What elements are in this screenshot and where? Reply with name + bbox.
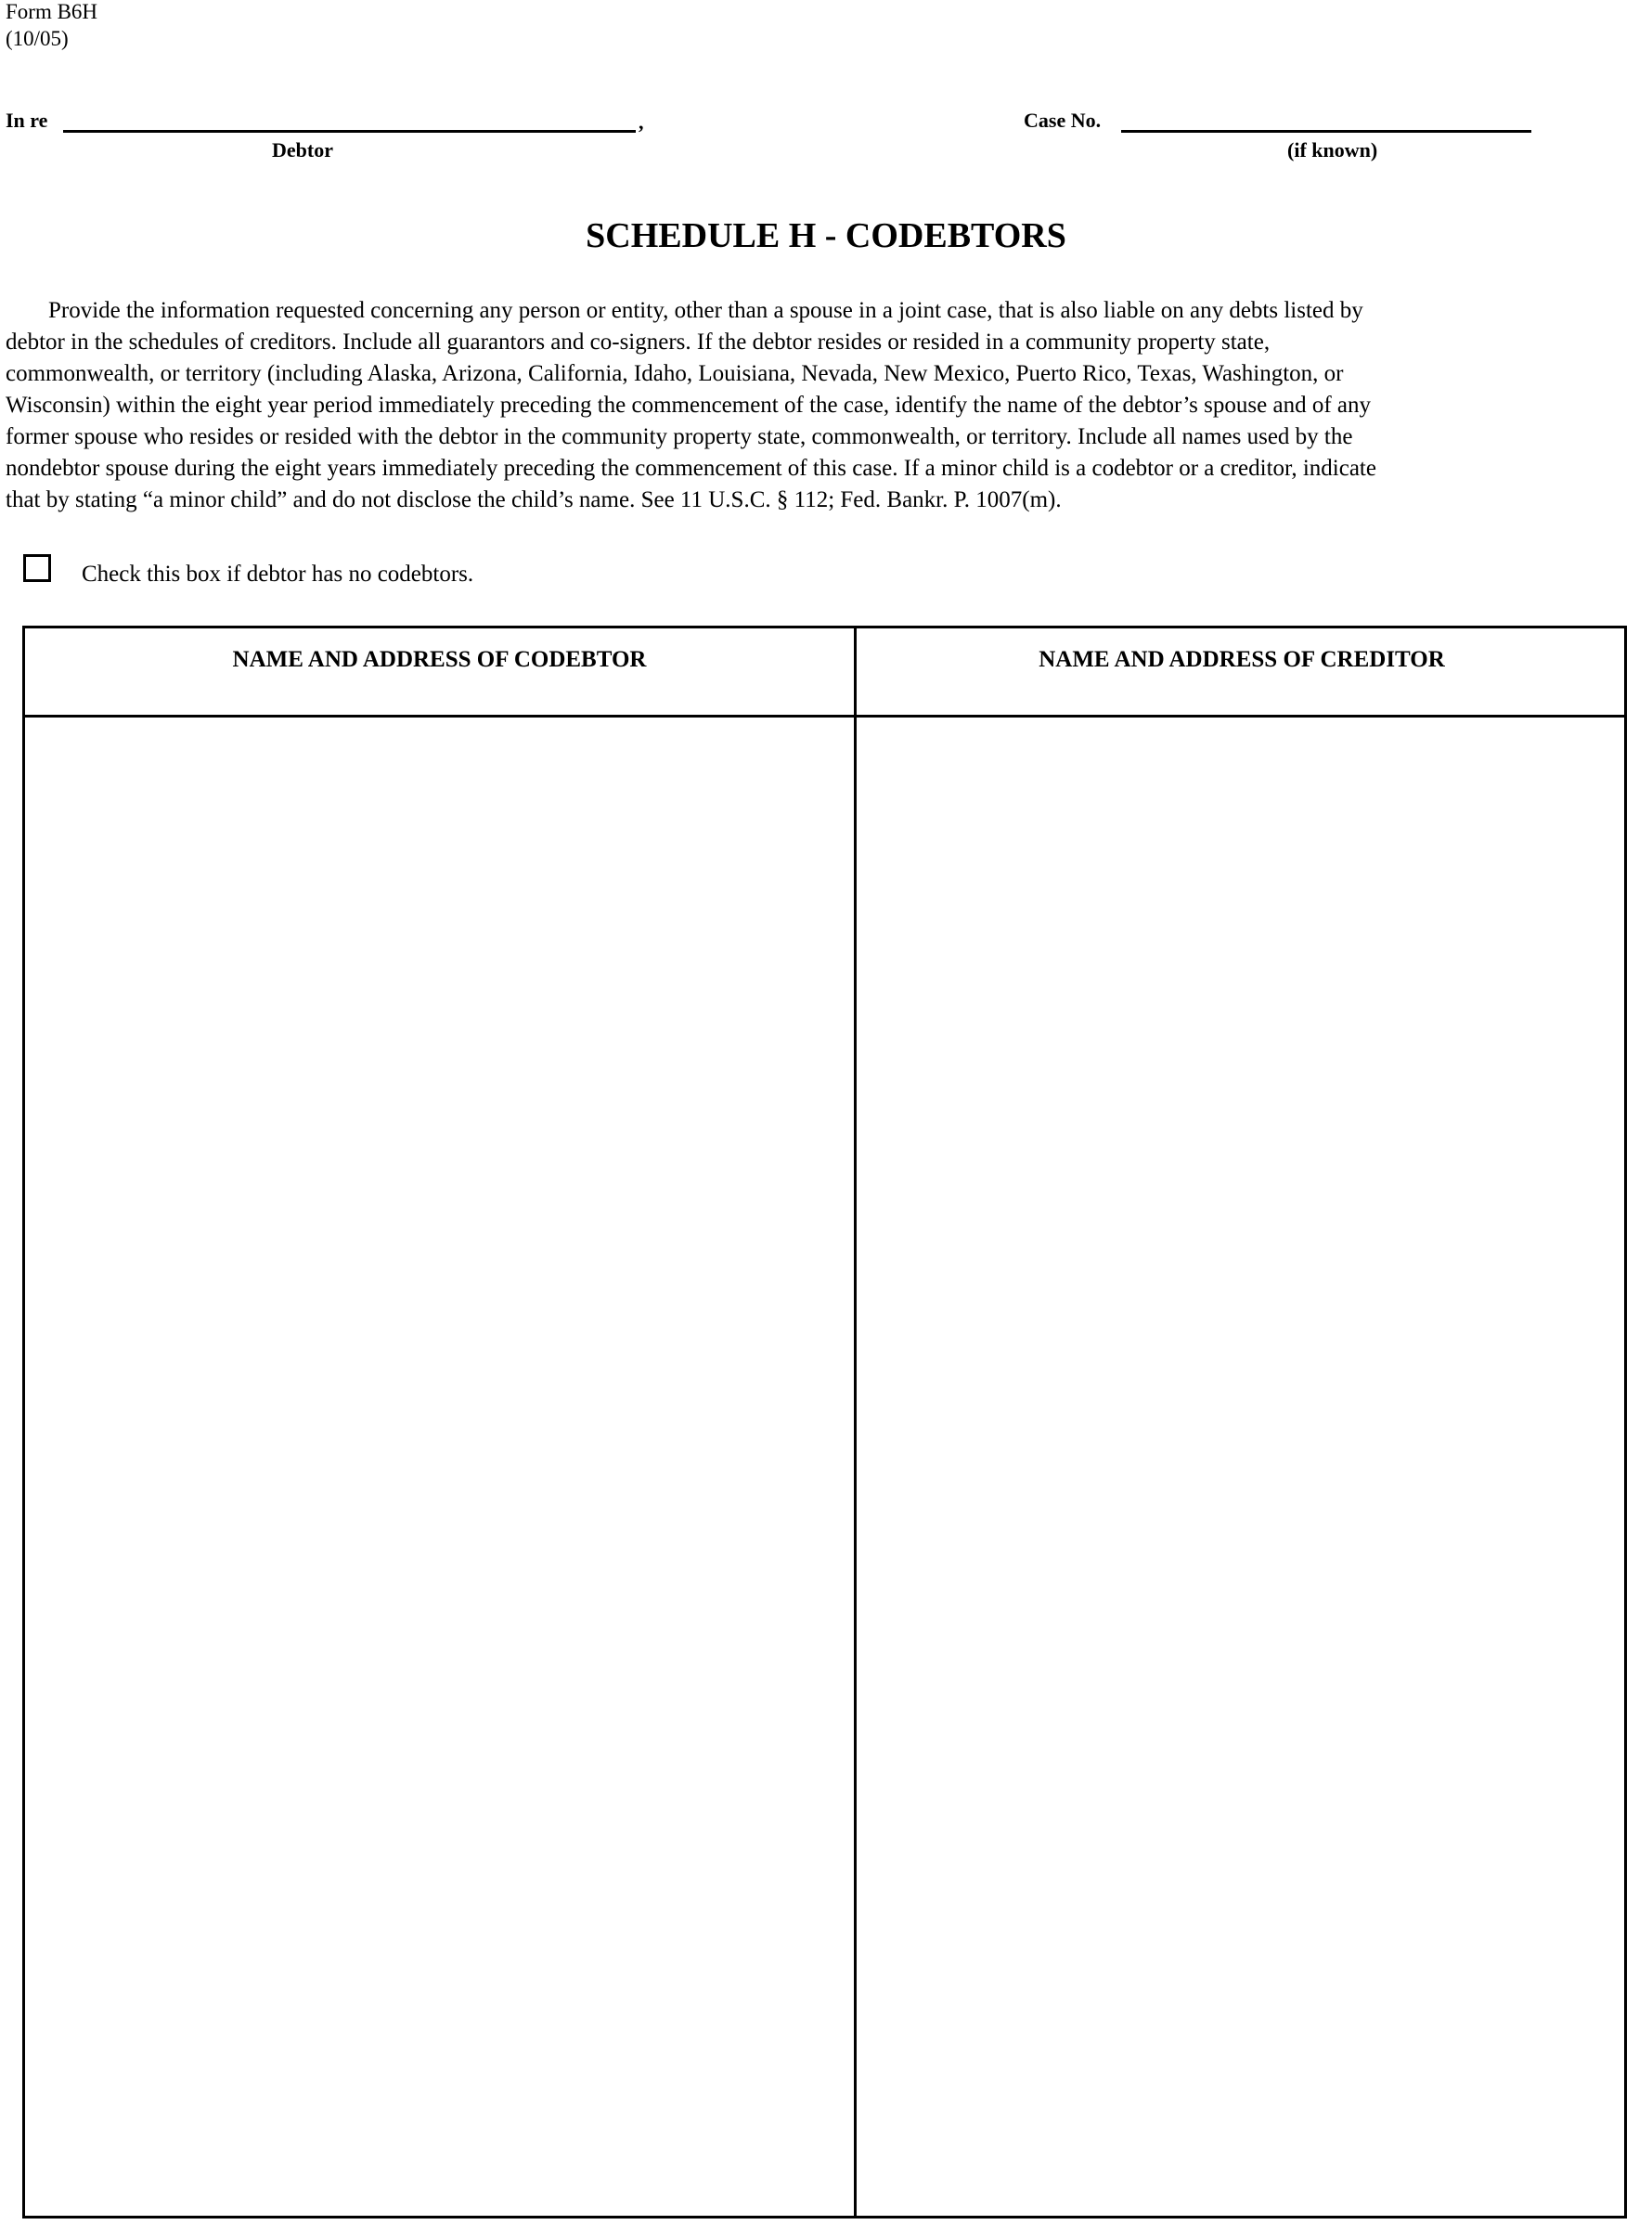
caption-comma: , (639, 110, 644, 134)
column-header-codebtor: NAME AND ADDRESS OF CODEBTOR (232, 647, 647, 672)
instructions-line: Provide the information requested concerning any person or entity, other than a spouse in a joint case, that is also liable on any debts listed by (48, 298, 1363, 323)
page-title: SCHEDULE H - CODEBTORS (586, 216, 1066, 255)
instructions-line: nondebtor spouse during the eight years immediately preceding the commencement of this case. If a minor child is a codebtor or a creditor, indicate (6, 456, 1376, 481)
case-number-field[interactable] (1121, 130, 1531, 133)
codebtor-name-address-cell[interactable] (25, 718, 854, 2216)
instructions-line: debtor in the schedules of creditors. Include all guarantors and co-signers. If the debtor resides or resided in a community property state, (6, 330, 1271, 355)
case-no-caption: (if known) (1287, 138, 1378, 162)
no-codebtors-label: Check this box if debtor has no codebtors. (82, 562, 474, 587)
form-number: Form B6H (6, 0, 98, 23)
instructions-line: former spouse who resides or resided with the debtor in the community property state, commonwealth, or territory. Include all names used by the (6, 424, 1353, 449)
debtor-name-field[interactable] (63, 130, 636, 133)
form-revision-date: (10/05) (6, 27, 69, 50)
instructions-line: Wisconsin) within the eight year period immediately preceding the commencement of the case, identify the name of the debtor’s spouse and of any (6, 393, 1371, 418)
no-codebtors-checkbox[interactable] (23, 554, 51, 582)
in-re-label: In re (6, 109, 48, 132)
creditor-name-address-cell[interactable] (857, 718, 1624, 2216)
instructions-line: that by stating “a minor child” and do not disclose the child’s name. See 11 U.S.C. § 112; Fed. Bankr. P. 1007(m). (6, 487, 1062, 512)
column-header-creditor: NAME AND ADDRESS OF CREDITOR (1039, 647, 1445, 672)
codebtors-table (22, 626, 1627, 2219)
case-no-label: Case No. (1024, 109, 1102, 132)
debtor-caption: Debtor (272, 138, 333, 162)
instructions-line: commonwealth, or territory (including Alaska, Arizona, California, Idaho, Louisiana, Nevada, New Mexico, Puerto Rico, Texas, Washington, or (6, 361, 1344, 386)
